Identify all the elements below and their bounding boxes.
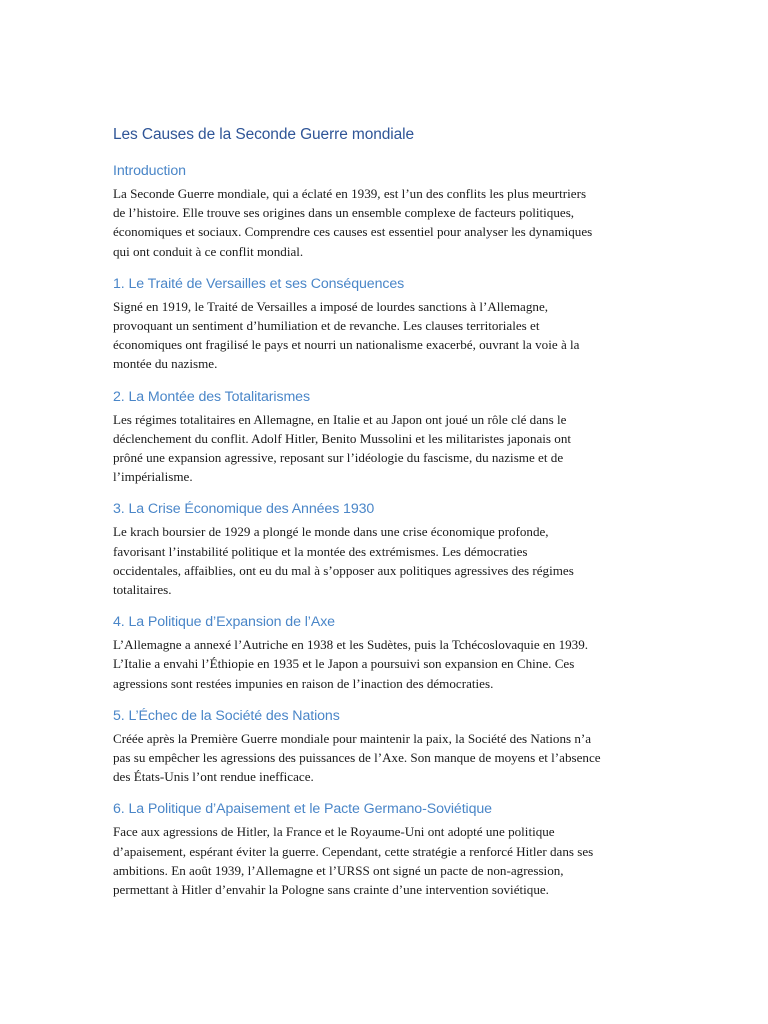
section-heading: 6. La Politique d’Apaisement et le Pacte Germano-Soviétique bbox=[113, 801, 492, 818]
paragraph-line: d’apaisement, espérant éviter la guerre. Cependant, cette stratégie a renforcé Hitler dans ses bbox=[113, 843, 594, 859]
section-heading: 2. La Montée des Totalitarismes bbox=[113, 388, 310, 405]
section-heading: Introduction bbox=[113, 163, 186, 179]
paragraph-line: économiques ont fragilisé le pays et nourri un nationalisme exacerbé, ouvrant la voie à la bbox=[113, 337, 580, 353]
paragraph-line: Signé en 1919, le Traité de Versailles a imposé de lourdes sanctions à l’Allemagne, bbox=[113, 298, 549, 314]
document-title: Les Causes de la Seconde Guerre mondiale bbox=[113, 126, 415, 143]
section-paragraph bbox=[113, 635, 661, 693]
section-heading: 3. La Crise Économique des Années 1930 bbox=[113, 501, 375, 518]
paragraph-line: favorisant l’instabilité politique et la montée des extrémismes. Les démocraties bbox=[113, 543, 528, 559]
paragraph-line: qui ont conduit à ce conflit mondial. bbox=[113, 243, 304, 259]
section-heading: 4. La Politique d’Expansion de l’Axe bbox=[113, 614, 335, 631]
document-section bbox=[113, 160, 661, 261]
paragraph-line: Face aux agressions de Hitler, la France et le Royaume-Uni ont adopté une politique bbox=[113, 824, 555, 840]
section-paragraph bbox=[113, 410, 661, 487]
document-sections bbox=[113, 160, 661, 899]
paragraph-line: L’Italie a envahi l’Éthiopie en 1935 et le Japon a poursuivi son expansion en Chine. Ces bbox=[113, 656, 575, 672]
paragraph-line: L’Allemagne a annexé l’Autriche en 1938 et les Sudètes, puis la Tchécoslovaquie en 1939. bbox=[113, 637, 589, 653]
section-paragraph bbox=[113, 297, 661, 374]
document-content bbox=[113, 124, 661, 911]
paragraph-line: provoquant un sentiment d’humiliation et de revanche. Les clauses territoriales et bbox=[113, 318, 540, 334]
paragraph-line: déclenchement du conflit. Adolf Hitler, Benito Mussolini et les militaristes japonais ont bbox=[113, 430, 572, 446]
paragraph-line: économiques et sociaux. Comprendre ces causes est essentiel pour analyser les dynamiques bbox=[113, 224, 593, 240]
section-paragraph bbox=[113, 184, 661, 261]
paragraph-line: l’impérialisme. bbox=[113, 469, 193, 485]
paragraph-line: pas su empêcher les agressions des puissances de l’Axe. Son manque de moyens et l’absence bbox=[113, 750, 601, 766]
paragraph-line: des États-Unis l’ont rendue inefficace. bbox=[113, 769, 314, 785]
paragraph-line: permettant à Hitler d’envahir la Pologne sans crainte d’une intervention soviétique. bbox=[113, 882, 549, 898]
section-paragraph bbox=[113, 522, 661, 599]
document-section bbox=[113, 611, 661, 693]
section-heading: 1. Le Traité de Versailles et ses Conséquences bbox=[113, 275, 405, 292]
document-section bbox=[113, 798, 661, 899]
section-heading: 5. L’Échec de la Société des Nations bbox=[113, 707, 340, 724]
section-paragraph bbox=[113, 729, 661, 787]
paragraph-line: agressions sont restées impunies en raison de l’inaction des démocraties. bbox=[113, 675, 494, 691]
paragraph-line: Créée après la Première Guerre mondiale pour maintenir la paix, la Société des Nations n’a bbox=[113, 730, 592, 746]
document-section bbox=[113, 705, 661, 787]
paragraph-line: de l’histoire. Elle trouve ses origines dans un ensemble complexe de facteurs politiques, bbox=[113, 205, 575, 221]
document-section bbox=[113, 498, 661, 599]
paragraph-line: La Seconde Guerre mondiale, qui a éclaté en 1939, est l’un des conflits les plus meurtriers bbox=[113, 186, 587, 201]
paragraph-line: Le krach boursier de 1929 a plongé le monde dans une crise économique profonde, bbox=[113, 524, 549, 540]
paragraph-line: ambitions. En août 1939, l’Allemagne et l’URSS ont signé un pacte de non-agression, bbox=[113, 862, 564, 878]
paragraph-line: montée du nazisme. bbox=[113, 356, 218, 372]
paragraph-line: totalitaires. bbox=[113, 582, 172, 598]
section-paragraph bbox=[113, 822, 661, 899]
paragraph-line: Les régimes totalitaires en Allemagne, en Italie et au Japon ont joué un rôle clé dans le bbox=[113, 411, 567, 427]
paragraph-line: occidentales, affaiblies, ont eu du mal à s’opposer aux politiques agressives des régimes bbox=[113, 562, 574, 578]
paragraph-line: prôné une expansion agressive, reposant sur l’idéologie du fascisme, du nazisme et de bbox=[113, 450, 564, 466]
document-section bbox=[113, 273, 661, 374]
document-section bbox=[113, 386, 661, 487]
